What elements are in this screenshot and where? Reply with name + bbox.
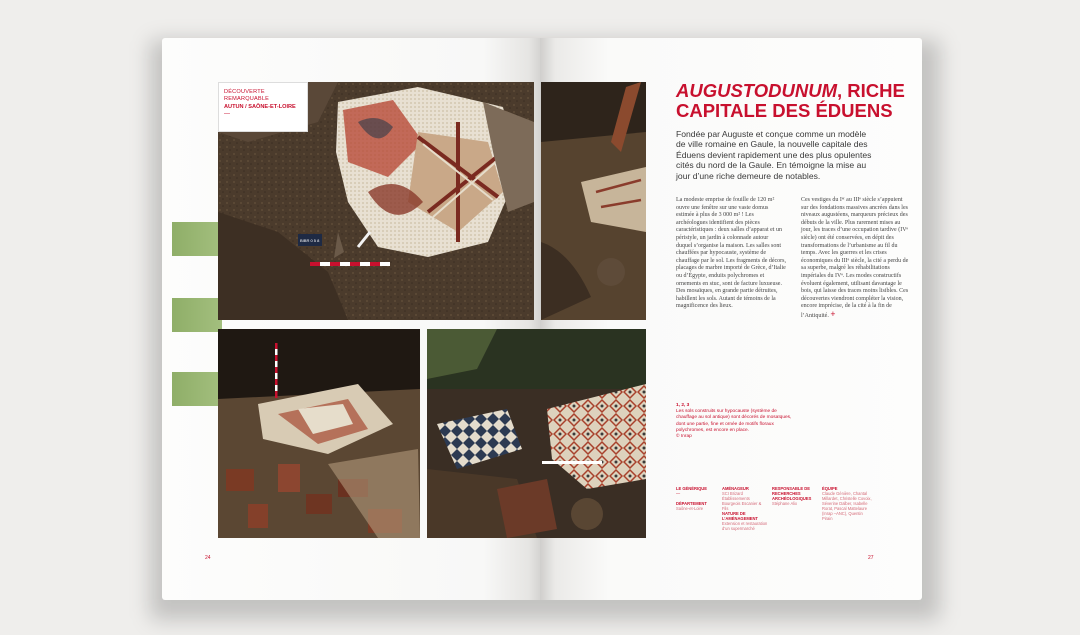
photo-caption — [676, 403, 794, 440]
amenageur-label: AMÉNAGEUR — [722, 486, 749, 491]
photo-mosaic-fragment — [427, 329, 646, 538]
article-title — [676, 81, 916, 121]
green-stripe — [172, 222, 222, 256]
responsable-label: RESPONSABLE DE RECHERCHES ARCHÉOLOGIQUES — [772, 486, 812, 501]
nature-value: Extension et restauration d’un supermarché — [722, 521, 768, 531]
page-number-right: 27 — [868, 555, 874, 561]
green-stripe — [172, 372, 222, 406]
responsable-value: Stéphane Alix — [772, 501, 798, 506]
nature-label: NATURE DE L’AMÉNAGEMENT — [722, 511, 758, 521]
amenageur-value: SCI Brizard Établissements Bourgeois Escanier & Fils — [722, 491, 762, 511]
generique-label: LE GÉNÉRIQUE — [676, 486, 707, 491]
title-italic: AUGUSTODUNUM — [676, 80, 838, 101]
end-mark-icon: + — [830, 308, 836, 319]
departement-label: DÉPARTEMENT — [676, 501, 707, 506]
discovery-tag — [218, 82, 308, 132]
credits-col-responsable — [772, 486, 818, 506]
photo-trench-section — [541, 82, 646, 320]
caption-text: Les sols construits sur hypocauste (système de chauffage au sol antique) sont décorés de mosaïques, dont une partie, fine et ornée de motifs floraux polychromes, est encore en place. — [676, 409, 792, 433]
generique-dash: — — [676, 491, 681, 496]
tag-dash: — — [224, 111, 230, 117]
equipe-label: ÉQUIPE — [822, 486, 838, 491]
caption-number: 1, 2, 3 — [676, 403, 690, 408]
tag-kicker: DÉCOUVERTE REMARQUABLE — [224, 89, 270, 102]
lede-paragraph: Fondée par Auguste et conçue comme un modèle de ville romaine en Gaule, la nouvelle capitale des Éduens devient rapidement une des plus opulentes cités du nord de la Gaule. En témoigne la mise au jour d’une riche demeure de notables. — [676, 129, 872, 181]
credits-col-generique — [676, 486, 718, 511]
green-stripe — [172, 298, 222, 332]
photo-hypocaust — [218, 329, 420, 538]
credits-block — [676, 486, 876, 531]
page-number-left: 24 — [205, 555, 211, 561]
credits-col-amenageur — [722, 486, 768, 531]
tag-place: AUTUN / SAÔNE-ET-LOIRE — [224, 104, 296, 110]
title-rest: , RICHE CAPITALE DES ÉDUENS — [676, 80, 905, 121]
caption-credit: © Inrap — [676, 434, 692, 440]
credits-col-equipe — [822, 486, 874, 521]
equipe-value: Claude Génière, Chantal Millardet, Christelle Covoix, Séverine Dalber, Isabelle Rorat, Pascal Mattelaure (Inrap –ANC), Quentin Pirain — [822, 491, 872, 521]
body-column-2-text: Ces vestiges du Iᵉʳ au IIIᵉ siècle s’appuient sur des fondations massives ancrées dans les niveaux augustéens, marqueurs précieux des débuts de la ville. Plus rarement mises au jour, les traces d’une occupation tardive (IVᵉ siècle) ont été conservées, en dépit des transformations de l’urbanisme au fil du temps. Avec les guerres et les crises économiques du IIIᵉ siècle, la cité a perdu de sa superbe, malgré les réhabilitations impériales du IVᵉ. Les modes constructifs évoluent également, utilisant davantage le bois, qui laisse des traces moins lisibles. Ces découvertes viendront compléter la vision, encore imprécise, de la cité à la fin de l’Antiquité. — [801, 197, 909, 319]
scale-card-text: BIBR 0 5 8 — [300, 238, 320, 243]
body-column-2 — [801, 197, 911, 321]
body-column-1: La modeste emprise de fouille de 120 m² ouvre une fenêtre sur une vaste domus estimée à plus de 3 000 m² ! Les archéologues identifient des pièces caractéristiques : deux salles d’apparat et un péristyle, un jardin à colonnade autour duquel s’organise la maison. Les salles sont chauffées par hypocauste, système de chauffage par le sol. Les fragments de décors, placages de marbre importé de Grèce, d’Italie ou d’Égypte, enduits polychromes et ornements en stuc, sont de facture luxueuse. Des mosaïques, en grande partie détruites, habillent les sols. Autant de témoins de la magnificence des lieux. — [676, 197, 787, 310]
departement-value: Saône-et-Loire — [676, 506, 704, 511]
